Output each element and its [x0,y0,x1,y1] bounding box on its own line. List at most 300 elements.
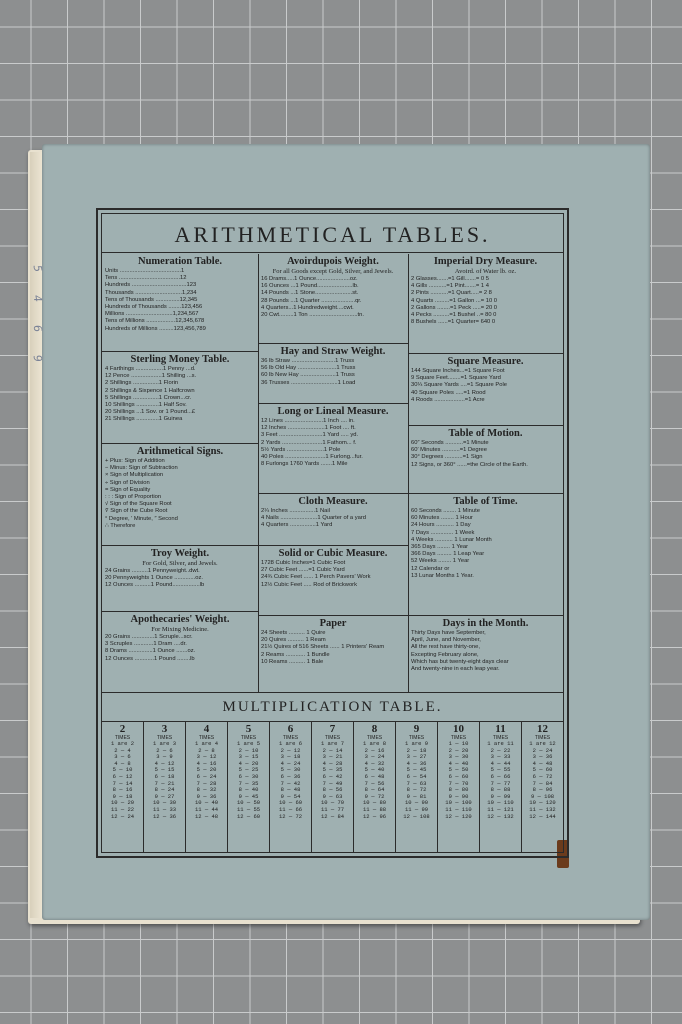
hay-row: 60 lb New Hay ......................1 Truss [261,372,355,379]
paper-row: 21½ Quires of 516 Sheets ...... 1 Printers' Ream [261,644,385,651]
multiplication-row: 1 are 3 [152,740,177,747]
multiplication-row: 5 — 55 [490,766,511,774]
dry-row: 4 Gills ...........=1 Pint.......= 1 4 [411,283,489,290]
time-row: 7 Days .............. 1 Week [411,529,475,536]
numeration-row: Tens ......................................12 [105,275,187,282]
multiplication-row: 12 — 144 [529,812,556,820]
paper-row: 20 Quires .......... 1 Ream [261,637,326,644]
multiplication-multiplier: 2 [119,723,126,735]
signs-row: + Plus: Sign of Addition [105,458,165,464]
apothecaries-row: 3 Scruples ............1 Dram ....dr. [105,641,187,648]
multiplication-times-label: TIMES [156,735,173,741]
multiplication-row: 11 — 66 [278,805,303,813]
multiplication-row: 6 — 54 [406,772,427,780]
avoirdupois-row: 4 Quarters...1 Hundredweight....cwt. [261,304,354,311]
multiplication-row: 1 are 4 [194,740,219,747]
multiplication-row: 1 are 8 [362,740,387,747]
apothecaries-row: 8 Drams ...............1 Ounce .......oz. [105,648,196,655]
multiplication-row: 6 — 66 [490,772,511,780]
cloth-row: 2¼ Inches ................1 Nail [261,508,330,514]
multiplication-row: 2 — 6 [156,746,173,754]
solid-row: 27 Cubic Feet ......=1 Cubic Yard [261,567,345,574]
numeration-row: Hundreds ..................................123 [105,282,197,289]
multiplication-row: 7 — 14 [112,779,133,787]
multiplication-row: 10 — 100 [445,799,472,807]
sterling-row: 5 Shillings ................1 Crown...cr. [105,394,192,401]
multiplication-row: 9 — 18 [112,792,133,800]
multiplication-row: 12 — 120 [445,812,472,820]
multiplication-row: 2 — 22 [490,746,511,754]
section-dry-measure [408,254,563,354]
pencil-note-1: 5 [30,263,45,274]
signs-row: ∛ Sign of the Cube Root [105,508,168,515]
avoirdupois-row: 14 Pounds ...1 Stone.......................st. [261,290,359,297]
square-heading: Square Measure. [447,356,524,367]
motion-row: 60″ Seconds ...........=1 Minute [411,440,489,446]
multiplication-row: 3 — 33 [490,753,511,761]
section-time [408,494,563,616]
numeration-heading: Numeration Table. [137,256,222,267]
sterling-row: 20 Shillings ...1 Sov. or 1 Pound...£ [105,409,196,416]
multiplication-row: 12 — 108 [403,812,430,820]
multiplication-row: 6 — 24 [196,772,217,780]
sterling-row: 2 Shillings ................1 Florin [105,380,179,387]
multiplication-row: 3 — 18 [280,753,301,761]
sterling-heading: Sterling Money Table. [130,354,230,365]
multiplication-row: 10 — 120 [529,799,556,807]
multiplication-row: 11 — 121 [487,805,514,813]
multiplication-row: 8 — 72 [406,786,427,794]
motion-row: 60′ Minutes ...........=1 Degree [411,447,488,454]
cloth-row: 4 Quarters ................1 Yard [261,522,333,529]
avoirdupois-row: 28 Pounds ...1 Quarter .....................qr. [261,297,362,304]
multiplication-times-label: TIMES [282,735,299,741]
multiplication-row: 12 — 36 [152,812,177,820]
multiplication-multiplier: 10 [453,723,464,735]
time-heading: Table of Time. [453,496,518,507]
paper-row: 24 Sheets .......... 1 Quire [261,630,326,636]
tables-inner-border [101,213,564,853]
multiplication-row: 12 — 72 [278,812,303,820]
hay-row: 56 lb Old Hay ........................1 Truss [261,365,356,372]
multiplication-row: 5 — 40 [364,766,385,774]
square-row: 40 Square Poles .....=1 Rood [411,389,486,396]
multiplication-row: 1 are 7 [320,740,345,747]
solid-row: 1728 Cubic Inches=1 Cubic Foot [261,560,346,566]
numeration-row: Units ......................................1 [105,268,185,274]
time-row: 13 Lunar Months 1 Year. [411,572,474,579]
multiplication-multiplier: 5 [245,723,252,735]
sterling-row: 4 Farthings .................1 Penny ...d. [105,366,196,372]
avoirdupois-row: 16 Drams.....1 Ounce.....................oz. [261,276,358,282]
multiplication-row: 6 — 30 [238,772,259,780]
lineal-row: 8 Furlongs 1760 Yards .......1 Mile [261,461,348,468]
multiplication-row: 4 — 24 [280,759,301,767]
signs-heading: Arithmetical Signs. [136,446,224,457]
multiplication-column [522,721,563,852]
multiplication-row: 4 — 8 [114,759,131,767]
multiplication-row: 5 — 45 [406,766,427,774]
section-apothecaries [102,612,258,692]
apothecaries-subheading: For Mixing Medicine. [151,626,209,633]
multiplication-row: 4 — 48 [532,759,553,767]
multiplication-row: 2 — 10 [238,746,259,754]
lineal-row: 3 Feet ...........................1 Yard ..... yd. [261,432,359,439]
square-row: 9 Square Feet........=1 Square Yard [411,375,501,382]
multiplication-column [438,721,480,852]
multiplication-row: 11 — 22 [110,805,135,813]
multiplication-row: 1 are 11 [487,740,514,747]
solid-row: 12½ Cubic Feet ..... Rod of Brickwork [261,581,358,588]
apothecaries-heading: Apothecaries' Weight. [130,614,230,625]
multiplication-row: 12 — 96 [362,812,387,820]
multiplication-row: 8 — 56 [322,786,343,794]
multiplication-row: 7 — 84 [532,779,553,787]
avoirdupois-heading: Avoirdupois Weight. [287,256,379,267]
lineal-row: 12 Inches .......................1 Foot .... ft. [261,425,356,432]
numeration-row: Hundreds of Millions .........123,456,789 [105,325,206,332]
multiplication-row: 9 — 108 [530,792,555,800]
multiplication-row: 6 — 12 [112,772,133,780]
multiplication-row: 8 — 16 [112,786,133,794]
lineal-row: 5½ Yards .......................1 Pole [261,446,341,453]
multiplication-row: 2 — 20 [448,746,469,754]
multiplication-row: 4 — 16 [196,759,217,767]
cloth-row: 4 Nails .......................1 Quarter of a yard [261,515,367,522]
multiplication-row: 12 — 132 [487,812,514,820]
multiplication-multiplier: 8 [371,723,378,735]
pencil-note-3: 6 [30,323,45,334]
sterling-row: 10 Shillings ..............1 Half Sov. [105,402,187,409]
multiplication-row: 4 — 32 [364,759,385,767]
days-row: Excepting February alone, [411,651,479,658]
multiplication-times-label: TIMES [198,735,215,741]
multiplication-row: 5 — 20 [196,766,217,774]
multiplication-times-label: TIMES [240,735,257,741]
multiplication-column [312,721,354,852]
multiplication-title: MULTIPLICATION TABLE. [102,692,563,722]
multiplication-row: 2 — 24 [532,746,553,754]
multiplication-row: 1 are 9 [404,740,429,747]
signs-row: ∴ Therefore [105,522,136,529]
multiplication-row: 9 — 54 [280,792,301,800]
multiplication-row: 8 — 40 [238,786,259,794]
multiplication-row: 12 — 24 [110,812,135,820]
multiplication-row: 4 — 36 [406,759,427,767]
column-left [102,254,259,692]
hay-row: 36 lb Straw ...........................1 Truss [261,358,355,364]
multiplication-row: 3 — 24 [364,753,385,761]
paper-heading: Paper [319,618,347,629]
multiplication-row: 7 — 56 [364,779,385,787]
multiplication-row: 9 — 36 [196,792,217,800]
days-row: Thirty Days have September, [411,630,486,636]
multiplication-row: 9 — 90 [448,792,469,800]
multiplication-multiplier: 11 [495,723,506,735]
dry-row: 8 Bushels ......=1 Quarter= 640 0 [411,319,496,326]
multiplication-row: 6 — 18 [154,772,175,780]
multiplication-row: 7 — 42 [280,779,301,787]
multiplication-row: 8 — 32 [196,786,217,794]
time-row: 366 Days ......... 1 Leap Year [411,551,485,558]
multiplication-row: 3 — 27 [406,753,427,761]
multiplication-row: 7 — 21 [154,779,175,787]
multiplication-row: 9 — 45 [238,792,259,800]
motion-heading: Table of Motion. [448,428,523,439]
multiplication-row: 8 — 88 [490,786,511,794]
multiplication-column [270,721,312,852]
multiplication-row: 8 — 24 [154,786,175,794]
multiplication-row: 3 — 6 [114,753,131,761]
section-motion [408,426,563,494]
dry-subheading: Avoird. of Water lb. oz. [454,268,517,275]
dry-row: 2 Gallons ........=1 Peck .....= 20 0 [411,304,498,311]
multiplication-row: 7 — 63 [406,779,427,787]
section-numeration [102,254,258,352]
multiplication-row: 1 are 2 [110,740,135,747]
multiplication-row: 6 — 36 [280,772,301,780]
multiplication-row: 3 — 15 [238,753,259,761]
multiplication-times-label: TIMES [450,735,467,741]
cloth-heading: Cloth Measure. [298,496,368,507]
lineal-row: 2 Yards .........................1 Fathom... f. [261,439,357,446]
multiplication-row: 5 — 25 [238,766,259,774]
days-row: Which has but twenty-eight days clear [411,658,509,665]
section-avoirdupois [258,254,408,344]
multiplication-row: 10 — 80 [362,799,387,807]
multiplication-row: 5 — 50 [448,766,469,774]
multiplication-times-label: TIMES [324,735,341,741]
multiplication-row: 5 — 15 [154,766,175,774]
multiplication-column [186,721,228,852]
multiplication-row: 11 — 77 [320,805,345,813]
section-solid [258,546,408,616]
section-signs [102,444,258,546]
multiplication-row: 2 — 18 [406,746,427,754]
multiplication-times-label: TIMES [366,735,383,741]
time-row: 52 Weeks ........ 1 Year [411,558,470,565]
multiplication-row: 1 are 12 [529,740,556,747]
multiplication-row: 3 — 36 [532,753,553,761]
multiplication-row: 6 — 42 [322,772,343,780]
multiplication-row: 11 — 44 [194,805,219,813]
dry-row: 2 Pints ...........=1 Quart.....= 2 8 [411,290,492,297]
multiplication-times-label: TIMES [408,735,425,741]
multiplication-row: 2 — 12 [280,746,301,754]
multiplication-row: 7 — 77 [490,779,511,787]
section-days [408,616,563,692]
dry-heading: Imperial Dry Measure. [433,256,538,267]
multiplication-row: 10 — 110 [487,799,514,807]
multiplication-row: 10 — 60 [278,799,303,807]
signs-row: = Sign of Equality [105,486,151,493]
multiplication-times-label: TIMES [534,735,551,741]
troy-row: 20 Pennyweights 1 Ounce .............oz. [105,575,203,582]
hay-heading: Hay and Straw Weight. [280,346,386,357]
multiplication-multiplier: 6 [287,723,294,735]
signs-row: √ Sign of the Square Root [105,501,172,508]
multiplication-row: 5 — 35 [322,766,343,774]
multiplication-column [102,721,144,852]
days-row: And twenty-nine in each leap year. [411,666,500,673]
multiplication-row: 12 — 60 [236,812,261,820]
multiplication-row: 2 — 14 [322,746,343,754]
multiplication-row: 12 — 84 [320,812,345,820]
signs-row: ° Degree, ′ Minute, ″ Second [105,515,178,522]
column-right [408,254,563,692]
solid-heading: Solid or Cubic Measure. [278,548,388,559]
troy-row: 24 Grains ..........1 Pennyweight..dwt. [105,568,200,574]
signs-row: − Minus: Sign of Subtraction [105,465,178,472]
multiplication-row: 5 — 10 [112,766,133,774]
apothecaries-row: 20 Grains ..............1 Scruple...scr. [105,634,193,640]
days-row: April, June, and November, [411,637,481,644]
section-lineal [258,404,408,494]
apothecaries-row: 12 Ounces ............1 Pound ........lb [105,655,195,662]
multiplication-row: 4 — 40 [448,759,469,767]
multiplication-row: 1 are 6 [278,740,303,747]
multiplication-multiplier: 4 [203,723,210,735]
section-paper [258,616,408,692]
multiplication-row: 11 — 88 [362,805,387,813]
multiplication-row: 8 — 96 [532,786,553,794]
days-row: All the rest have thirty-one, [411,644,480,651]
avoirdupois-row: 16 Ounces ...1 Pound......................lb. [261,283,359,290]
multiplication-row: 7 — 49 [322,779,343,787]
multiplication-row: 9 — 27 [154,792,175,800]
multiplication-row: 2 — 8 [198,746,215,754]
page-title: ARITHMETICAL TABLES. [102,220,563,253]
multiplication-row: 3 — 12 [196,753,217,761]
multiplication-row: 9 — 81 [406,792,427,800]
lineal-row: 12 Lines ........................1 Inch .... in. [261,418,355,424]
numeration-row: Millions .............................1,234,567 [105,311,199,318]
multiplication-row: 5 — 60 [532,766,553,774]
days-heading: Days in the Month. [442,618,529,629]
multiplication-row: 2 — 16 [364,746,385,754]
multiplication-row: 9 — 72 [364,792,385,800]
section-cloth [258,494,408,546]
multiplication-row: 3 — 30 [448,753,469,761]
hay-row: 36 Trusses .............................1 Load [261,379,356,386]
time-row: 60 Minutes ........ 1 Hour [411,515,473,522]
multiplication-row: 3 — 9 [156,753,173,761]
sterling-row: 12 Pence ...................1 Shilling ...s. [105,373,197,380]
multiplication-row: 4 — 20 [238,759,259,767]
multiplication-row: 8 — 80 [448,786,469,794]
numeration-row: Tens of Thousands ...............12,345 [105,296,198,303]
motion-row: 12 Signs, or 360° ......=the Circle of the Earth. [411,461,528,468]
paper-row: 2 Reams ............ 1 Bundle [261,651,330,658]
multiplication-row: 11 — 55 [236,805,261,813]
sterling-row: 21 Shillings ..............1 Guinea [105,416,183,423]
multiplication-row: 2 — 4 [114,746,131,754]
column-middle [258,254,409,692]
section-hay [258,344,408,404]
multiplication-row: 12 — 48 [194,812,219,820]
pencil-note-2: 4 [30,293,45,304]
avoirdupois-row: 20 Cwt.........1 Ton ..............................tn. [261,312,364,319]
signs-row: × Sign of Multiplication [105,472,164,479]
multiplication-row: 10 — 30 [152,799,177,807]
multiplication-row: 10 — 50 [236,799,261,807]
motion-row: 30° Degrees ...........=1 Sign [411,454,483,461]
square-row: 30¼ Square Yards ....=1 Square Pole [411,382,507,389]
lineal-row: 40 Poles .........................1 Furlong...fur. [261,454,363,461]
time-row: 4 Weeks ........... 1 Lunar Month [411,536,492,543]
multiplication-column [228,721,270,852]
multiplication-row: 10 — 40 [194,799,219,807]
multiplication-row: 6 — 60 [448,772,469,780]
multiplication-row: 5 — 30 [280,766,301,774]
multiplication-row: 1 are 5 [236,740,261,747]
multiplication-times-label: TIMES [114,735,131,741]
troy-heading: Troy Weight. [150,548,210,559]
multiplication-row: 4 — 12 [154,759,175,767]
multiplication-row: 3 — 21 [322,753,343,761]
multiplication-row: 4 — 28 [322,759,343,767]
multiplication-row: 9 — 99 [490,792,511,800]
multiplication-multiplier: 3 [161,723,168,735]
dry-row: 4 Quarts .........=1 Gallon ...= 10 0 [411,297,498,304]
time-row: 24 Hours ........... 1 Day [411,522,471,529]
multiplication-row: 10 — 90 [404,799,429,807]
signs-row: ÷ Sign of Division [105,479,150,486]
square-row: 4 Roods ...................=1 Acre [411,396,485,403]
multiplication-row: 6 — 72 [532,772,553,780]
multiplication-row: 11 — 110 [445,805,472,813]
multiplication-column [354,721,396,852]
signs-row: : : : Sign of Proportion [105,494,162,501]
multiplication-table [102,721,563,852]
multiplication-column [144,721,186,852]
paper-row: 10 Reams .......... 1 Bale [261,658,324,665]
multiplication-row: 1 — 10 [448,740,469,747]
square-row: 144 Square Inches...=1 Square Foot [411,368,505,374]
numeration-row: Tens of Millions ..................12,345,678 [105,318,205,325]
dry-row: 2 Glasses.......=1 Gill.......= 0 5 [411,276,489,282]
dry-row: 4 Pecks ..........=1 Bushel ..= 80 0 [411,312,497,319]
time-row: 12 Calendar or [411,565,450,572]
multiplication-row: 11 — 99 [404,805,429,813]
multiplication-row: 8 — 48 [280,786,301,794]
lineal-heading: Long or Lineal Measure. [277,406,389,417]
pencil-note-4: 9 [30,353,45,364]
time-row: 60 Seconds ........ 1 Minute [411,508,480,514]
solid-row: 24¾ Cubic Feet ...... 1 Perch Pavers' Work [261,574,371,581]
multiplication-row: 10 — 70 [320,799,345,807]
multiplication-column [396,721,438,852]
section-square [408,354,563,426]
time-row: 365 Days ........ 1 Year [411,544,469,551]
multiplication-multiplier: 12 [537,723,548,735]
numeration-row: Hundreds of Thousands ........123,456 [105,304,203,311]
section-sterling [102,352,258,444]
avoirdupois-subheading: For all Goods except Gold, Silver, and Jewels. [272,268,394,275]
multiplication-row: 11 — 33 [152,805,177,813]
section-troy [102,546,258,612]
numeration-row: Thousands .............................1,234 [105,289,197,296]
troy-subheading: For Gold, Silver, and Jewels. [142,560,218,567]
multiplication-multiplier: 7 [329,723,336,735]
multiplication-row: 11 — 132 [529,805,556,813]
multiplication-row: 9 — 63 [322,792,343,800]
tables-frame [96,208,569,858]
multiplication-row: 7 — 35 [238,779,259,787]
multiplication-row: 7 — 28 [196,779,217,787]
multiplication-row: 10 — 20 [110,799,135,807]
multiplication-row: 7 — 70 [448,779,469,787]
